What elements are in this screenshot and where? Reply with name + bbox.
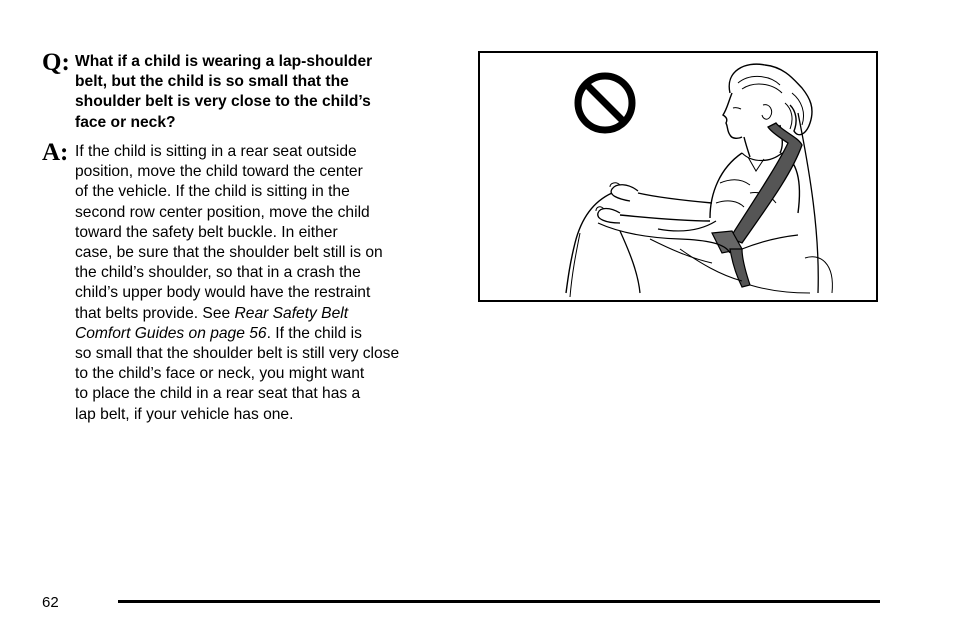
question-text [75, 50, 452, 133]
answer-line: to place the child in a rear seat that has a [75, 385, 361, 403]
answer-line: child’s upper body would have the restraint [75, 284, 371, 302]
answer-line: of the vehicle. If the child is sitting in the [75, 183, 350, 201]
prohibition-icon [578, 76, 632, 130]
answer-line: the child’s shoulder, so that in a crash the [75, 264, 361, 282]
answer-text-segment: . If the child is [266, 324, 362, 342]
answer-line: so small that the shoulder belt is still very close [75, 345, 400, 363]
cross-reference-link[interactable]: Comfort Guides on page 56 [75, 324, 267, 342]
question-line: shoulder belt is very close to the child’s [75, 93, 371, 111]
answer-line: position, move the child toward the center [75, 163, 363, 181]
answer-line: second row center position, move the child [75, 203, 370, 221]
answer-text [75, 140, 452, 425]
answer-line: toward the safety belt buckle. In either [75, 223, 338, 241]
question-block [42, 50, 452, 133]
footer-rule [118, 600, 880, 603]
question-line: belt, but the child is so small that the [75, 73, 349, 91]
answer-line: If the child is sitting in a rear seat outside [75, 143, 357, 160]
answer-line [75, 324, 452, 344]
question-line: What if a child is wearing a lap-shoulder [75, 53, 373, 70]
page-number: 62 [42, 594, 59, 611]
question-line: face or neck? [75, 113, 176, 131]
answer-line: case, be sure that the shoulder belt still is on [75, 244, 383, 262]
illustration-frame [478, 51, 878, 302]
cross-reference-link[interactable]: Rear Safety Belt [234, 304, 349, 322]
question-label: Q: [42, 49, 70, 76]
child-seatbelt-illustration [480, 53, 876, 300]
answer-line [75, 304, 452, 324]
answer-block [42, 140, 452, 425]
answer-line: to the child’s face or neck, you might want [75, 365, 365, 383]
answer-line: lap belt, if your vehicle has one. [75, 405, 294, 423]
answer-label: A: [42, 139, 69, 166]
answer-text-segment: that belts provide. See [75, 304, 235, 322]
